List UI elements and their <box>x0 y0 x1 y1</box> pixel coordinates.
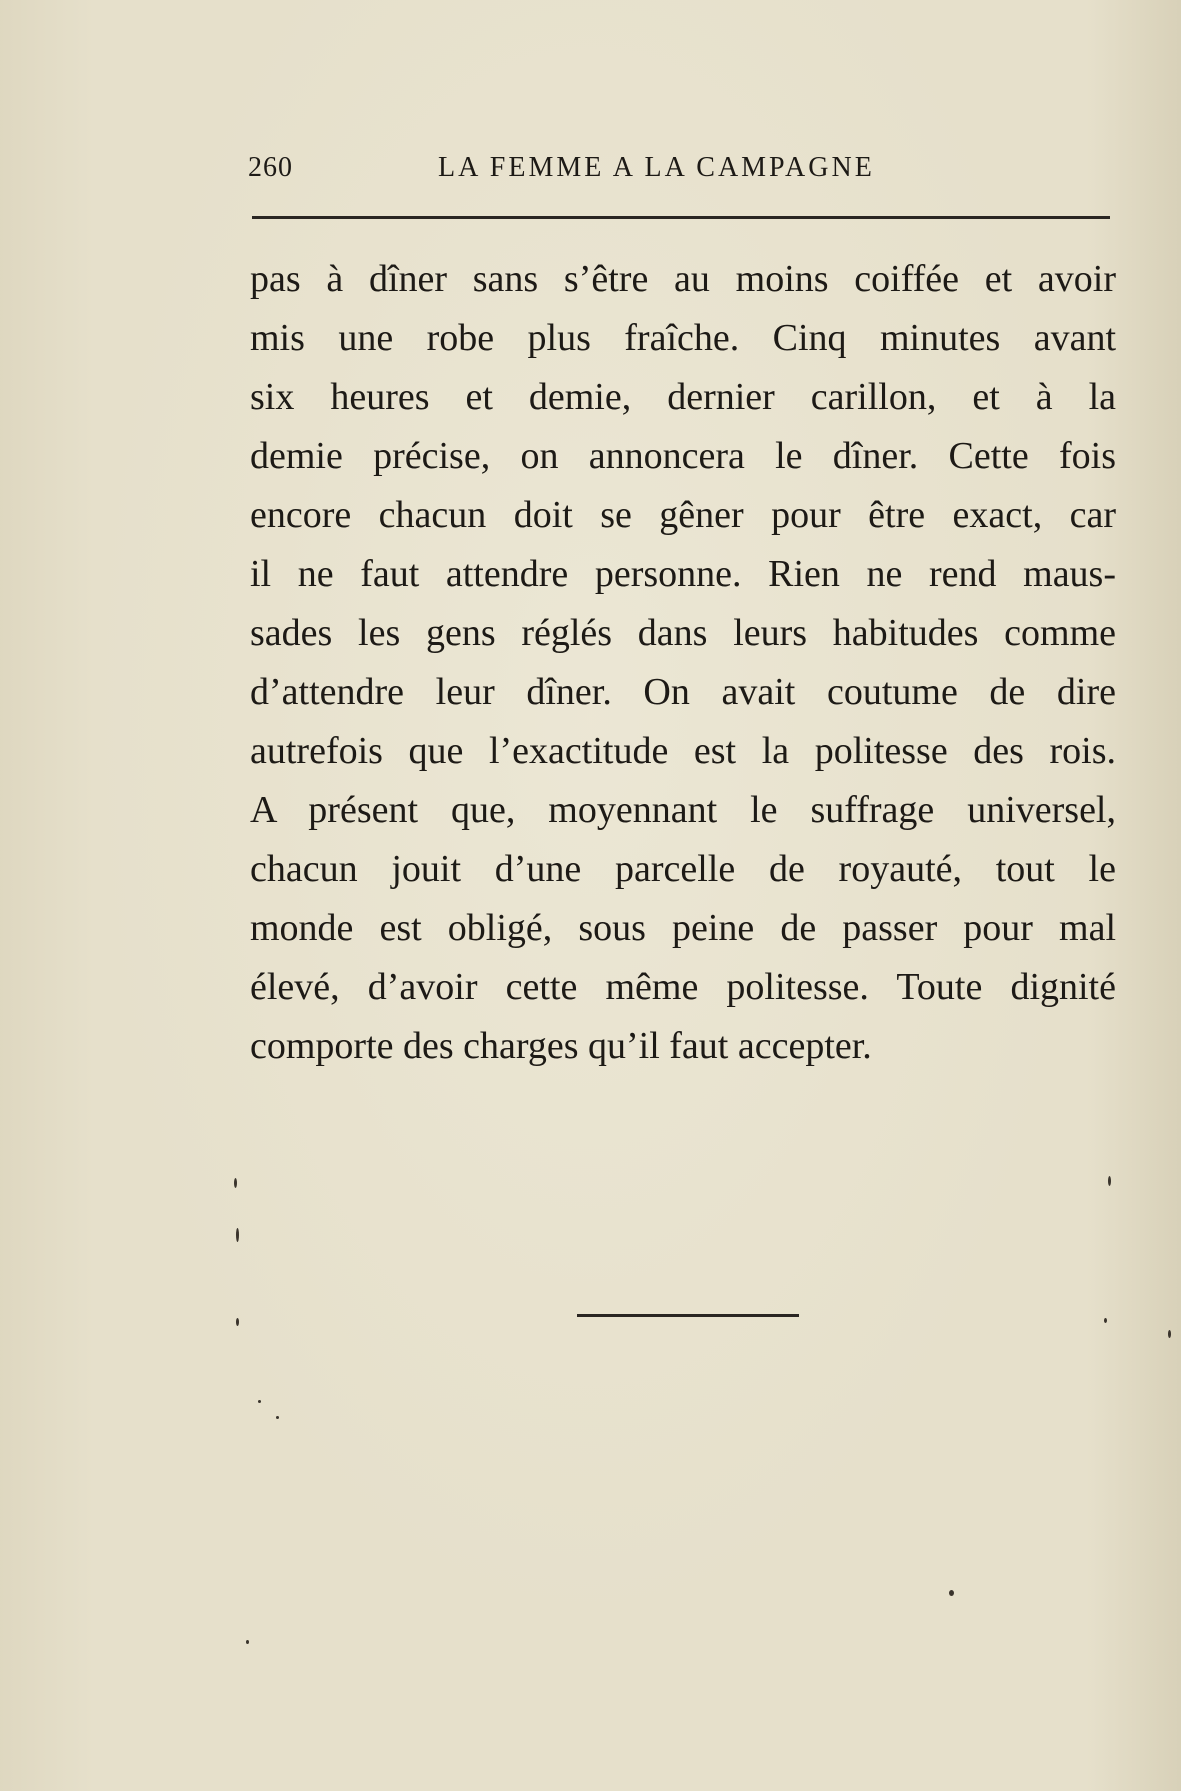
text-line: il ne faut attendre personne. Rien ne rend maus- <box>250 553 1116 595</box>
text-line: autrefois que l’exactitude est la politesse des rois. <box>250 730 1116 772</box>
text-line: d’attendre leur dîner. On avait coutume de dire <box>250 671 1116 713</box>
paper-speck <box>1168 1330 1171 1338</box>
paper-speck <box>276 1416 279 1419</box>
paper-speck <box>949 1590 954 1596</box>
text-line: élevé, d’avoir cette même politesse. Toute dignité <box>250 966 1116 1008</box>
text-line-last: comporte des charges qu’il faut accepter. <box>250 1025 872 1067</box>
text-line: sades les gens réglés dans leurs habitudes comme <box>250 612 1116 654</box>
paper-speck <box>236 1318 239 1326</box>
text-line: pas à dîner sans s’être au moins coiffée et avoir <box>250 258 1116 300</box>
paper-speck <box>1108 1176 1111 1186</box>
running-title: LA FEMME A LA CAMPAGNE <box>438 152 875 183</box>
paper-speck <box>258 1400 261 1403</box>
paper-speck <box>236 1228 239 1242</box>
paper-speck <box>246 1640 249 1644</box>
text-line: chacun jouit d’une parcelle de royauté, tout le <box>250 848 1116 890</box>
body-text <box>250 250 1116 1076</box>
text-line: six heures et demie, dernier carillon, et à la <box>250 376 1116 418</box>
text-line: mis une robe plus fraîche. Cinq minutes avant <box>250 317 1116 359</box>
text-line: demie précise, on annoncera le dîner. Cette fois <box>250 435 1116 477</box>
text-line: encore chacun doit se gêner pour être exact, car <box>250 494 1116 536</box>
running-head <box>248 152 1110 192</box>
text-line: monde est obligé, sous peine de passer pour mal <box>250 907 1116 949</box>
paper-speck <box>1104 1318 1107 1323</box>
page-number: 260 <box>248 152 293 183</box>
paper-speck <box>234 1178 237 1188</box>
end-rule <box>577 1314 799 1317</box>
text-line: A présent que, moyennant le suffrage universel, <box>250 789 1116 831</box>
header-rule <box>252 216 1110 219</box>
